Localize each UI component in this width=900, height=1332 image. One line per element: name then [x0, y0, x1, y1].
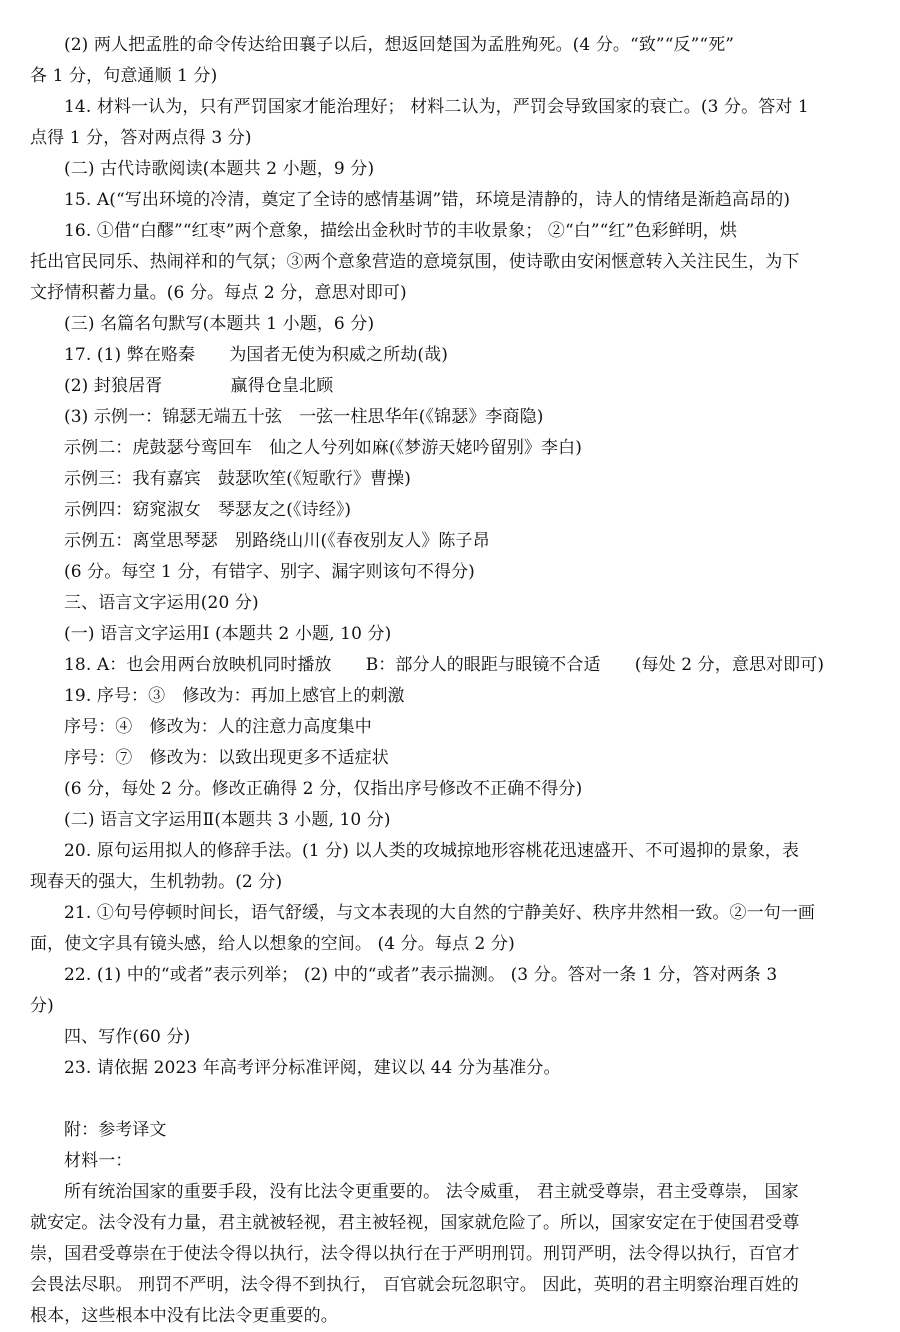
text-line: (二) 语言文字运用Ⅱ(本题共 3 小题, 10 分)	[64, 810, 391, 830]
text-line: 面，使文字具有镜头感，给人以想象的空间。 (4 分。每点 2 分)	[30, 934, 515, 954]
text-line: (2) 两人把孟胜的命令传达给田襄子以后，想返回楚国为孟胜殉死。(4 分。“致”“反”“死”	[64, 35, 735, 55]
text-line: 点得 1 分，答对两点得 3 分)	[30, 128, 252, 148]
text-line: 18. A：也会用两台放映机同时播放 B：部分人的眼距与眼镜不合适 (每处 2 分，意思对即可)	[64, 655, 825, 675]
text-line: (一) 语言文字运用Ⅰ (本题共 2 小题, 10 分)	[64, 624, 392, 644]
text-line: 所有统治国家的重要手段，没有比法令更重要的。 法令威重， 君主就受尊崇，君主受尊崇， 国家	[64, 1182, 799, 1202]
text-line: 根本，这些根本中没有比法令更重要的。	[30, 1306, 338, 1326]
text-line: (三) 名篇名句默写(本题共 1 小题，6 分)	[64, 314, 375, 334]
text-line: 四、写作(60 分)	[64, 1027, 191, 1047]
text-line: 各 1 分，句意通顺 1 分)	[30, 66, 218, 86]
text-line: 材料一：	[64, 1151, 133, 1171]
text-line: 22. (1) 中的“或者”表示列举； (2) 中的“或者”表示揣测。 (3 分。答对一条 1 分，答对两条 3	[64, 965, 778, 985]
text-line: 现春天的强大，生机勃勃。(2 分)	[30, 872, 283, 892]
text-line: 19. 序号：③ 修改为：再加上感官上的刺激	[64, 686, 405, 706]
text-line: 附：参考译文	[64, 1120, 167, 1140]
text-line: 示例二：虎鼓瑟兮鸾回车 仙之人兮列如麻(《梦游天姥吟留别》李白)	[64, 438, 582, 458]
text-line: 会畏法尽职。 刑罚不严明，法令得不到执行， 百官就会玩忽职守。 因此，英明的君主明察治理百姓的	[30, 1275, 799, 1295]
text-line: 序号：④ 修改为：人的注意力高度集中	[64, 717, 372, 737]
text-line: 15. A(“写出环境的冷清，奠定了全诗的感情基调”错，环境是清静的，诗人的情绪是渐趋高昂的)	[64, 190, 791, 210]
text-line: 示例三：我有嘉宾 鼓瑟吹笙(《短歌行》曹操)	[64, 469, 411, 489]
text-line: 三、语言文字运用(20 分)	[64, 593, 259, 613]
text-line: 托出官民同乐、热闹祥和的气氛；③两个意象营造的意境氛围，使诗歌由安闲惬意转入关注民生，为下	[30, 252, 800, 272]
text-line: 14. 材料一认为，只有严罚国家才能治理好； 材料二认为，严罚会导致国家的衰亡。(3 分。答对 1	[64, 97, 809, 117]
text-line: (3) 示例一：锦瑟无端五十弦 一弦一柱思华年(《锦瑟》李商隐)	[64, 407, 544, 427]
text-line: 20. 原句运用拟人的修辞手法。(1 分) 以人类的攻城掠地形容桃花迅速盛开、不可遏抑的景象，表	[64, 841, 800, 861]
text-line: 就安定。法令没有力量，君主就被轻视，君主被轻视，国家就危险了。所以，国家安定在于使国君受尊	[30, 1213, 800, 1233]
text-line: 21. ①句号停顿时间长，语气舒缓，与文本表现的大自然的宁静美好、秩序井然相一致。②一句一画	[64, 903, 816, 923]
text-line: (6 分，每处 2 分。修改正确得 2 分，仅指出序号修改不正确不得分)	[64, 779, 583, 799]
text-line: 16. ①借“白醪”“红枣”两个意象，描绘出金秋时节的丰收景象； ②“白”“红”色彩鲜明，烘	[64, 221, 737, 241]
text-line: 崇，国君受尊崇在于使法令得以执行，法令得以执行在于严明刑罚。刑罚严明，法令得以执行，百官才	[30, 1244, 800, 1264]
blank-line	[30, 1084, 878, 1115]
text-line: 序号：⑦ 修改为：以致出现更多不适症状	[64, 748, 389, 768]
text-line: (6 分。每空 1 分，有错字、别字、漏字则该句不得分)	[64, 562, 475, 582]
text-line: (二) 古代诗歌阅读(本题共 2 小题，9 分)	[64, 159, 375, 179]
text-line: 23. 请依据 2023 年高考评分标准评阅，建议以 44 分为基准分。	[64, 1058, 561, 1078]
text-line: 文抒情积蓄力量。(6 分。每点 2 分，意思对即可)	[30, 283, 407, 303]
text-line: 17. (1) 弊在赂秦 为国者无使为积威之所劫(哉)	[64, 345, 448, 365]
text-line: 示例五：离堂思琴瑟 别路绕山川(《春夜别友人》陈子昂	[64, 531, 490, 551]
text-line: 分)	[30, 996, 54, 1016]
text-line: (2) 封狼居胥 赢得仓皇北顾	[64, 376, 334, 396]
text-line: 示例四：窈窕淑女 琴瑟友之(《诗经》)	[64, 500, 352, 520]
